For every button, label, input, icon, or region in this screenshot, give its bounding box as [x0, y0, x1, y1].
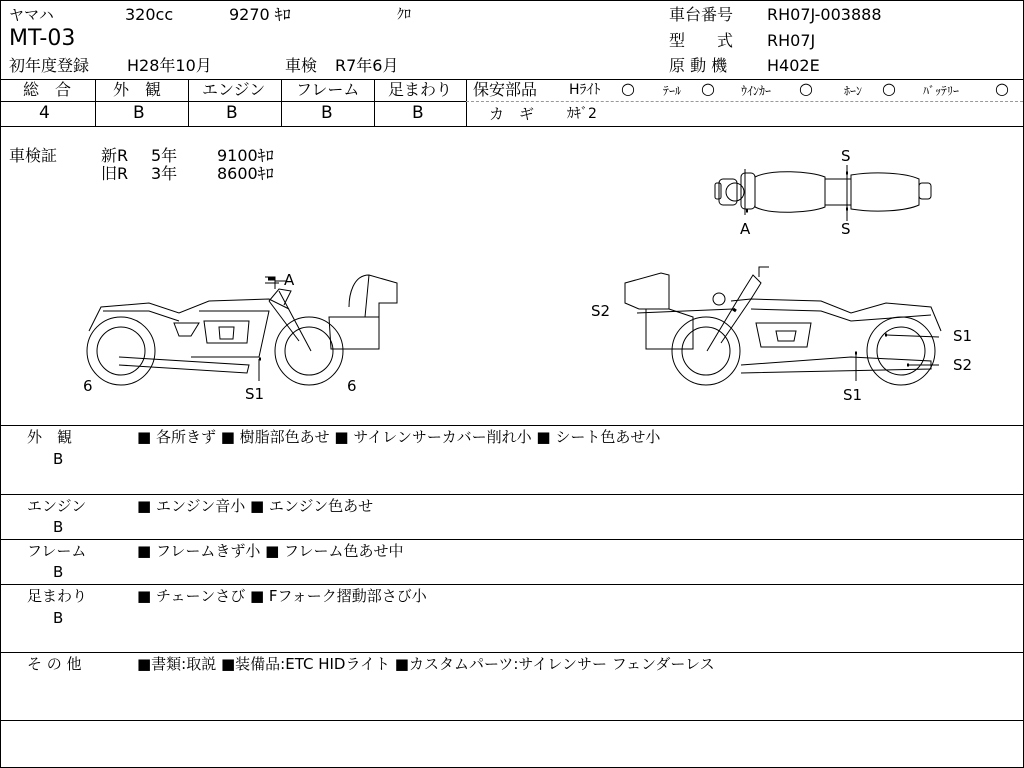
type-value: RH07J — [767, 31, 816, 50]
bike-right-side-diagram — [611, 261, 951, 391]
remark-exterior-text: ■ 各所きず ■ 樹脂部色あせ ■ サイレンサーカバー削れ小 ■ シート色あせ小 — [137, 428, 661, 446]
inspection-value: R7年6月 — [335, 56, 399, 75]
grade-engine-label: エンジン — [202, 80, 266, 99]
engine-code-value: H402E — [767, 56, 820, 75]
remark-engine-grade: B — [53, 518, 64, 536]
remark-frame-title: フレーム — [27, 542, 87, 560]
diagram-label: S2 — [591, 302, 611, 320]
maker: ヤマハ — [9, 6, 54, 24]
bike-top-view-diagram — [701, 147, 951, 231]
tail-ok-icon: ○ — [701, 79, 715, 98]
remark-frame-grade: B — [53, 563, 64, 581]
remark-engine-text: ■ エンジン音小 ■ エンジン色あせ — [137, 497, 374, 515]
remark-exterior-title: 外 観 — [27, 428, 73, 446]
diagram-label: S2 — [953, 356, 973, 374]
grade-suspension-value: B — [412, 103, 424, 123]
remark-other-title: そ の 他 — [27, 655, 82, 673]
divider — [466, 101, 1023, 102]
shaken-old-years: 3年 — [151, 164, 178, 183]
grade-exterior-label: 外 観 — [113, 80, 162, 99]
shaken-new-years: 5年 — [151, 146, 178, 165]
key-value: ｶｷﾞ2 — [567, 106, 597, 122]
remark-suspension-grade: B — [53, 609, 64, 627]
engine-code-label: 原 動 機 — [669, 56, 728, 75]
diagram-label: S — [841, 147, 851, 165]
inspection-label: 車検 — [285, 56, 318, 75]
divider — [95, 79, 96, 126]
remark-engine-title: エンジン — [27, 497, 87, 515]
diagram-label: A — [740, 220, 751, 238]
safety-label: 保安部品 — [473, 80, 538, 99]
divider — [1, 126, 1023, 127]
grade-suspension-label: 足まわり — [388, 80, 453, 99]
remark-exterior-grade: B — [53, 450, 64, 468]
grade-total-value: 4 — [39, 103, 50, 123]
shaken-label: 車検証 — [9, 146, 58, 165]
divider — [1, 539, 1023, 540]
divider — [1, 584, 1023, 585]
remark-suspension-text: ■ チェーンさび ■ Fフォーク摺動部さび小 — [137, 587, 427, 605]
displacement: 320cc — [125, 5, 174, 24]
remark-other-text: ■書類:取説 ■装備品:ETC HIDライト ■カスタムパーツ:サイレンサー フェンダーレス — [137, 655, 715, 673]
diagram-label: 6 — [83, 377, 93, 395]
grade-total-label: 総 合 — [23, 80, 72, 99]
grade-frame-label: フレーム — [296, 80, 360, 99]
first-reg-label: 初年度登録 — [9, 56, 90, 75]
divider — [281, 79, 282, 126]
grade-exterior-value: B — [133, 103, 145, 123]
divider — [374, 79, 375, 126]
divider — [188, 79, 189, 126]
model-name: MT-03 — [9, 26, 76, 51]
divider — [1, 494, 1023, 495]
grade-engine-value: B — [226, 103, 238, 123]
grade-frame-value: B — [321, 103, 333, 123]
horn-ok-icon: ○ — [882, 79, 896, 98]
diagram-label: S — [841, 220, 851, 238]
shaken-new-km: 9100ｷﾛ — [217, 146, 274, 165]
remark-suspension-title: 足まわり — [27, 587, 88, 605]
first-reg-value: H28年10月 — [127, 56, 212, 75]
diagram-label: S1 — [953, 327, 973, 345]
divider — [466, 79, 467, 126]
divider — [1, 720, 1023, 721]
safety-battery: ﾊﾞｯﾃﾘｰ — [923, 84, 960, 98]
frame-no-value: RH07J-003888 — [767, 5, 882, 24]
frame-no-label: 車台番号 — [669, 5, 734, 24]
type-label: 型 式 — [669, 31, 734, 50]
divider — [1, 101, 466, 102]
divider — [1, 425, 1023, 426]
safety-headlight: Hﾗｲﾄ — [569, 82, 601, 98]
battery-ok-icon: ○ — [995, 79, 1009, 98]
winker-ok-icon: ○ — [799, 79, 813, 98]
bike-left-side-diagram — [79, 261, 409, 391]
key-label: カ ギ — [489, 105, 535, 123]
color: ｸﾛ — [397, 7, 411, 23]
diagram-label: S1 — [245, 385, 265, 403]
mileage: 9270 ｷﾛ — [229, 5, 291, 24]
shaken-old-r: 旧R — [101, 164, 129, 183]
shaken-new-r: 新R — [101, 146, 129, 165]
headlight-ok-icon: ○ — [621, 79, 635, 98]
shaken-old-km: 8600ｷﾛ — [217, 164, 274, 183]
diagram-label: A — [284, 271, 295, 289]
divider — [1, 652, 1023, 653]
remark-frame-text: ■ フレームきず小 ■ フレーム色あせ中 — [137, 542, 404, 560]
safety-tail: ﾃｰﾙ — [663, 84, 682, 98]
safety-horn: ﾎｰﾝ — [844, 84, 863, 98]
diagram-label: 6 — [347, 377, 357, 395]
safety-winker: ｳｲﾝｶｰ — [741, 84, 772, 98]
diagram-label: S1 — [843, 386, 863, 404]
